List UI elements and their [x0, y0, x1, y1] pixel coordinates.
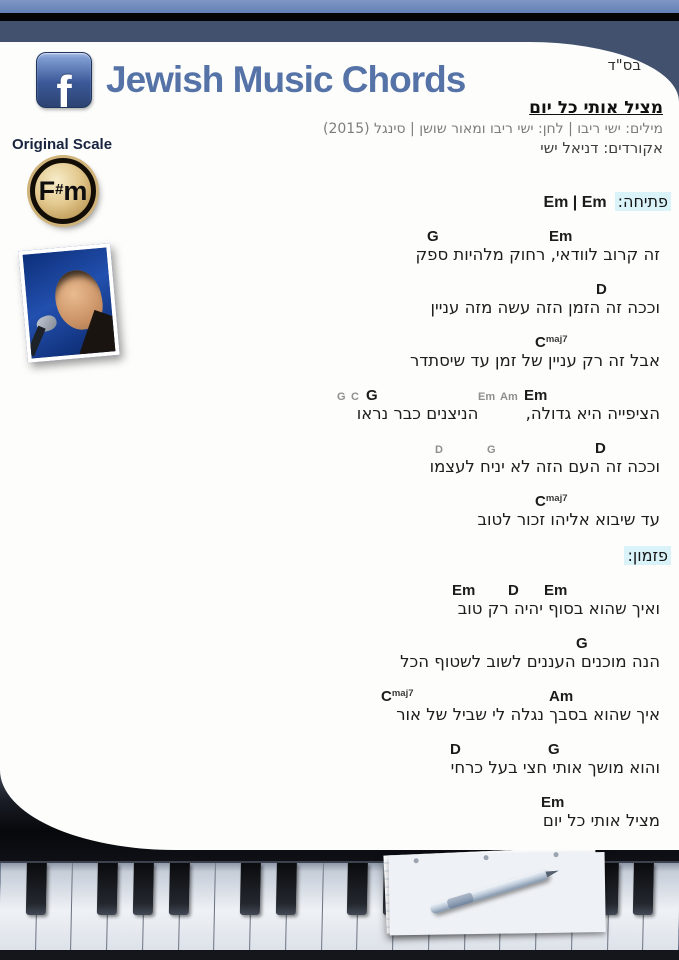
chord: G: [427, 228, 439, 245]
piano-bottom-edge: [0, 950, 679, 960]
chord: G: [366, 387, 378, 404]
chord: Em: [452, 582, 476, 599]
chord: G: [487, 444, 496, 456]
song-line: [0, 635, 679, 688]
chord: Am: [549, 688, 574, 705]
lyric-line: וככה זה העם הזה לא יניח לעצמו: [429, 457, 660, 476]
lyric-line: אבל זה רק עניין של זמן עד שיסתדר: [409, 351, 660, 370]
key-label: F#m: [38, 175, 88, 206]
chord-row: [0, 493, 679, 510]
black-key: [276, 863, 297, 915]
section-tag-row: [0, 192, 679, 214]
lyric-line: ואיך שהוא בסוף יהיה רק טוב: [457, 599, 660, 618]
chord-row: [0, 334, 679, 351]
chord: $C^{maj7}$: [535, 334, 568, 351]
top-black-bar: [0, 13, 679, 21]
chord-row: [0, 635, 679, 652]
lyric-line: הציפייה היא גדולה, הניצנים כבר נראו: [356, 404, 660, 423]
chord: D: [508, 582, 519, 599]
black-key: [168, 863, 189, 915]
chord-row: [0, 228, 679, 245]
chord: Am: [500, 391, 518, 403]
facebook-icon: [36, 52, 92, 108]
chord-row: [0, 440, 679, 457]
chord: C: [351, 391, 359, 403]
black-key: [347, 863, 368, 915]
black-key: [26, 863, 47, 915]
lyric-line: מציל אותי כל יום: [542, 811, 660, 830]
chord: G: [548, 741, 560, 758]
facebook-letter: f: [56, 66, 72, 108]
original-scale-label: Original Scale: [12, 136, 113, 153]
chord: D: [595, 440, 606, 457]
song-line: [0, 794, 679, 847]
chord-row: [0, 281, 679, 298]
chord: $C^{maj7}$: [381, 688, 414, 705]
lyric-line: וככה זה הזמן הזה עשה מזה עניין: [430, 298, 660, 317]
song-line: [0, 582, 679, 635]
chord: Em: [478, 391, 496, 403]
lyric-line: זה קרוב לוודאי, רחוק מלהיות ספק: [415, 245, 660, 264]
chord-row: [0, 794, 679, 811]
chord-row: [0, 688, 679, 705]
chord: Em: [549, 228, 573, 245]
song-header: [323, 98, 663, 157]
chord: D: [596, 281, 607, 298]
black-key: [633, 863, 654, 915]
binder-hole: [553, 852, 558, 857]
sharp-symbol: #: [55, 180, 64, 198]
song-line: [0, 334, 679, 387]
bsd-label: בס"ד: [607, 56, 641, 74]
chord-row: [0, 582, 679, 599]
black-key: [97, 863, 118, 915]
song-arranger: אקורדים: דניאל ישי: [540, 139, 663, 157]
chord: Em: [541, 794, 565, 811]
song-line: [0, 387, 679, 440]
song-line: [0, 228, 679, 281]
chord-row: [0, 387, 679, 404]
section-tag: פזמון:: [624, 546, 671, 565]
brand-title: Jewish Music Chords: [106, 59, 466, 100]
song-body: [0, 192, 679, 847]
black-key: [240, 863, 261, 915]
lyric-line: עד שיבוא אליהו זכור לטוב: [477, 510, 660, 529]
chord: Em: [544, 582, 568, 599]
binder-hole: [483, 855, 488, 860]
chord-row: [0, 741, 679, 758]
page: [0, 42, 679, 850]
song-line: [0, 493, 679, 546]
black-key: [133, 863, 154, 915]
lyric-line: והוא מושך אותי חצי בעל כרחי: [450, 758, 660, 777]
chord: D: [435, 444, 443, 456]
lyric-line: איך שהוא בסבך נגלה לי שביל של אור: [396, 705, 660, 724]
chord: $C^{maj7}$: [535, 493, 568, 510]
chord: D: [450, 741, 461, 758]
song-line: [0, 440, 679, 493]
binder-hole: [414, 858, 419, 863]
section-tag-row: [0, 546, 679, 568]
chord: Em: [524, 387, 548, 404]
section-chords: Em | Em: [543, 194, 607, 211]
song-line: [0, 741, 679, 794]
chord: G: [576, 635, 588, 652]
song-line: [0, 688, 679, 741]
top-blue-bar: [0, 0, 679, 13]
chord: G: [337, 391, 346, 403]
song-title: מציל אותי כל יום: [529, 98, 663, 118]
song-line: [0, 281, 679, 334]
section-tag: פתיחה:: [615, 192, 671, 211]
lyric-line: הנה מוכנים העננים לשוב לשטוף הכל: [400, 652, 660, 671]
song-credits: מילים: ישי ריבו | לחן: ישי ריבו ומאור שושן | סינגל (2015): [323, 121, 663, 137]
